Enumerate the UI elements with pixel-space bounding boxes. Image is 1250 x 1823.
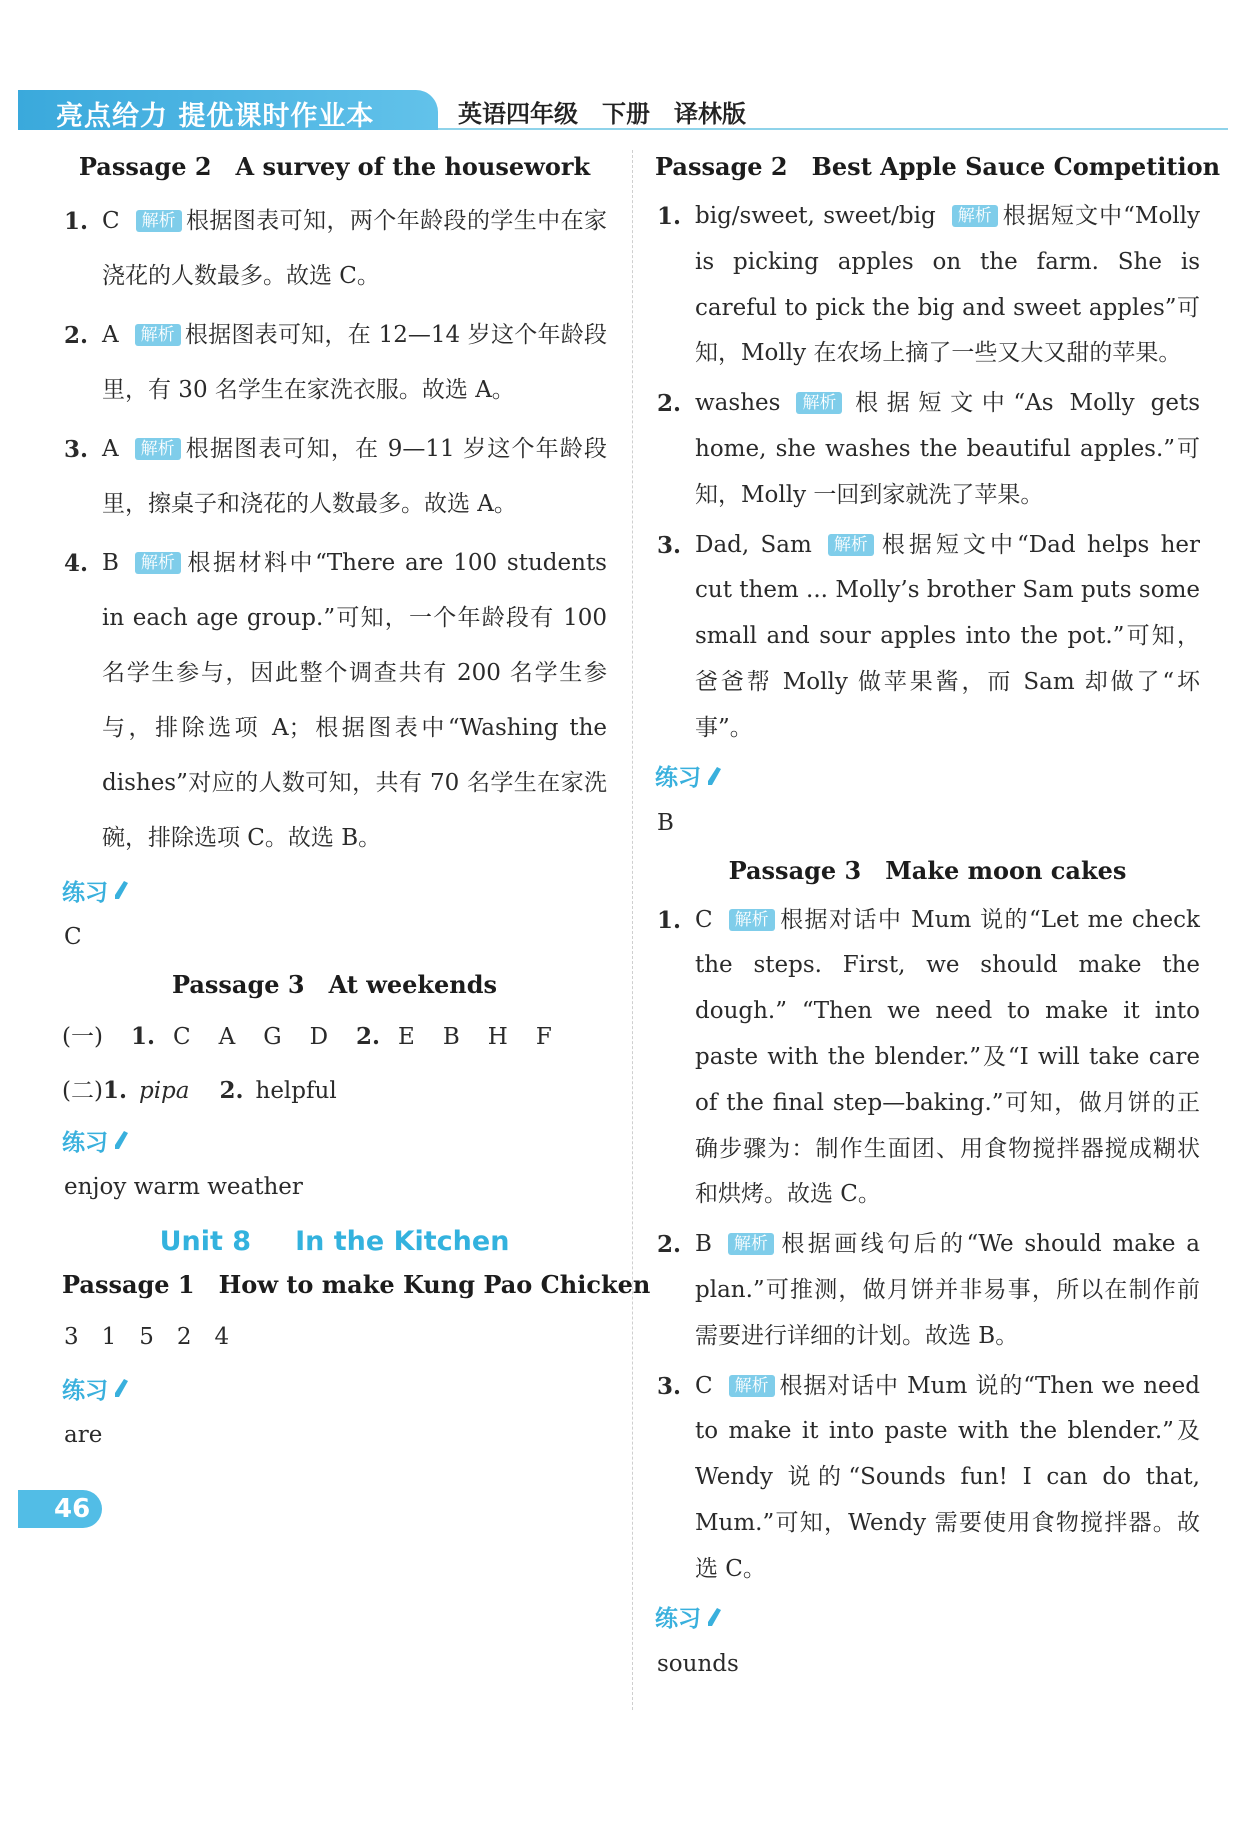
q-number: 2. (356, 1023, 381, 1050)
practice-heading (62, 1368, 607, 1408)
answer: washes (695, 390, 781, 417)
practice-answer: enjoy warm weather (64, 1174, 303, 1200)
answer-item (62, 536, 607, 866)
right-column (655, 150, 1221, 1695)
brand-title: 亮点给力 提优课时作业本 (56, 101, 375, 132)
answer: Dad, Sam (695, 531, 812, 558)
answer-list (62, 194, 607, 866)
practice-heading (62, 870, 607, 910)
analysis-text: 根据图表可知，在 12—14 岁这个年龄段里，有 30 名学生在家洗衣服。故选 A。 (102, 322, 607, 403)
brand-banner (18, 90, 438, 130)
q-number: 1. (102, 1077, 127, 1104)
practice-heading (655, 1597, 1200, 1637)
q-number: 3. (64, 436, 89, 463)
answer: D (309, 1024, 329, 1050)
analysis-badge: 解析 (729, 1375, 775, 1397)
practice-answer: B (657, 809, 674, 836)
answer: E (398, 1024, 415, 1050)
q-number: 2. (657, 1231, 682, 1259)
pencil-icon (112, 1129, 130, 1151)
analysis-badge: 解析 (136, 210, 182, 232)
unit-name: In the Kitchen (295, 1226, 510, 1257)
part-label: (一) (62, 1024, 103, 1050)
q-number: 1. (130, 1023, 155, 1050)
answer: A (102, 436, 119, 462)
practice-heading (655, 756, 1200, 796)
analysis-text: 根据短文中“As Molly gets home, she washes the beautiful apples.”可知，Molly 一回到家就洗了苹果。 (695, 390, 1200, 508)
passage-title: Passage 2 Best Apple Sauce Competition (655, 152, 1221, 181)
passage-title: Passage 3 At weekends (171, 970, 498, 999)
answer: pipa (138, 1078, 190, 1104)
analysis-text: 根据短文中“Molly is picking apples on the farm. She is careful to pick the big and sweet apples”可知，Molly 在农场上摘了一些又大又甜的苹果。 (695, 203, 1200, 367)
answer: C (695, 1372, 713, 1399)
analysis-badge: 解析 (796, 392, 842, 414)
answer-item (655, 523, 1200, 752)
answer: B (102, 550, 119, 576)
passage-title: Passage 1 How to make Kung Pao Chicken (62, 1270, 651, 1299)
answer-list (655, 898, 1200, 1593)
answer-item (655, 1222, 1200, 1359)
analysis-badge: 解析 (135, 552, 181, 574)
part-one-answers (62, 1012, 607, 1062)
practice-label: 练习 (655, 1606, 701, 1633)
analysis-badge: 解析 (729, 909, 775, 931)
answer-item (62, 308, 607, 418)
pencil-icon (112, 1377, 130, 1399)
practice-heading (62, 1120, 607, 1160)
answer-list (655, 194, 1200, 752)
q-number: 2. (64, 322, 89, 349)
part-label: (二) (62, 1078, 103, 1104)
analysis-text: 根据短文中“Dad helps her cut them ... Molly’s brother Sam puts some small and sour apples into the pot.”可知，爸爸帮 Molly 做苹果酱，而 Sam 却做了“坏事”。 (695, 531, 1201, 741)
answer: A (102, 322, 119, 348)
q-number: 1. (64, 208, 89, 235)
analysis-text: 根据材料中“There are 100 students in each age group.”可知，一个年龄段有 100 名学生参与，因此整个调查共有 200 名学生参与，排除选项 A；根据图表中“Washing the dishes”对应的人数可知，共有 70 名学生在家洗碗，排除选项 C。故选 B。 (102, 550, 607, 851)
analysis-text: 根据画线句后的“We should make a plan.”可推测，做月饼并非易事，所以在制作前需要进行详细的计划。故选 B。 (695, 1231, 1200, 1349)
answer: big/sweet, sweet/big (695, 203, 936, 229)
q-number: 3. (657, 1372, 682, 1400)
page-number: 46 (18, 1490, 102, 1528)
answer-item (655, 194, 1200, 377)
answer-item (62, 422, 607, 532)
part-two-answers (62, 1066, 607, 1116)
q-number: 2. (219, 1077, 244, 1104)
answer: C (172, 1024, 191, 1050)
unit-number: Unit 8 (159, 1226, 252, 1257)
analysis-text: 根据对话中 Mum 说的“Then we need to make it into paste with the blender.”及 Wendy 说的“Sounds fun! I can do that, Mum.”可知，Wendy 需要使用食物搅拌器。故选 C。 (695, 1372, 1200, 1582)
q-number: 2. (657, 390, 682, 418)
answer: B (442, 1024, 460, 1050)
q-number: 1. (657, 906, 682, 934)
answer: H (487, 1024, 508, 1050)
answer-item (655, 1364, 1200, 1593)
practice-answer: C (64, 924, 82, 950)
answer-item (655, 898, 1200, 1219)
q-number: 4. (64, 550, 89, 577)
passage-title: Passage 3 Make moon cakes (728, 855, 1127, 885)
analysis-badge: 解析 (952, 205, 998, 227)
analysis-badge: 解析 (828, 534, 874, 556)
answer-item (62, 194, 607, 304)
answer-item (655, 381, 1200, 518)
pencil-icon (705, 1606, 723, 1628)
passage-title: Passage 2 A survey of the housework (78, 152, 591, 181)
unit-title (62, 1222, 607, 1262)
practice-label: 练习 (62, 1129, 108, 1156)
practice-label: 练习 (655, 765, 701, 792)
pencil-icon (705, 765, 723, 787)
answer: C (695, 906, 713, 933)
answer: G (263, 1024, 282, 1050)
answer: helpful (255, 1078, 337, 1104)
answer: B (695, 1231, 712, 1258)
analysis-text: 根据图表可知，在 9—11 岁这个年龄段里，擦桌子和浇花的人数最多。故选 A。 (102, 436, 607, 517)
pencil-icon (112, 879, 130, 901)
practice-answer: sounds (657, 1650, 739, 1677)
answer: C (102, 208, 120, 234)
practice-answer: are (64, 1422, 103, 1448)
book-info: 英语四年级 下册 译林版 (458, 100, 746, 128)
analysis-badge: 解析 (135, 324, 181, 346)
left-column (62, 150, 651, 1466)
analysis-badge: 解析 (135, 438, 181, 460)
q-number: 3. (657, 531, 682, 559)
practice-label: 练习 (62, 879, 108, 906)
analysis-text: 根据图表可知，两个年龄段的学生中在家浇花的人数最多。故选 C。 (102, 208, 607, 289)
q-number: 1. (657, 203, 682, 230)
column-divider (632, 150, 633, 1710)
practice-label: 练习 (62, 1377, 108, 1404)
analysis-text: 根据对话中 Mum 说的“Let me check the steps. First, we should make the dough.” “Then we need to make it into paste with the blender.”及“I will take care of the final step—baking.”可知，做月饼的正确步骤为：制作生面团、用食物搅拌器搅成糊状和烘烤。故选 C。 (695, 906, 1200, 1208)
answer: A (218, 1024, 236, 1050)
analysis-badge: 解析 (728, 1233, 774, 1255)
answer: F (535, 1024, 552, 1050)
order-answer: 3 1 5 2 4 (64, 1324, 230, 1350)
